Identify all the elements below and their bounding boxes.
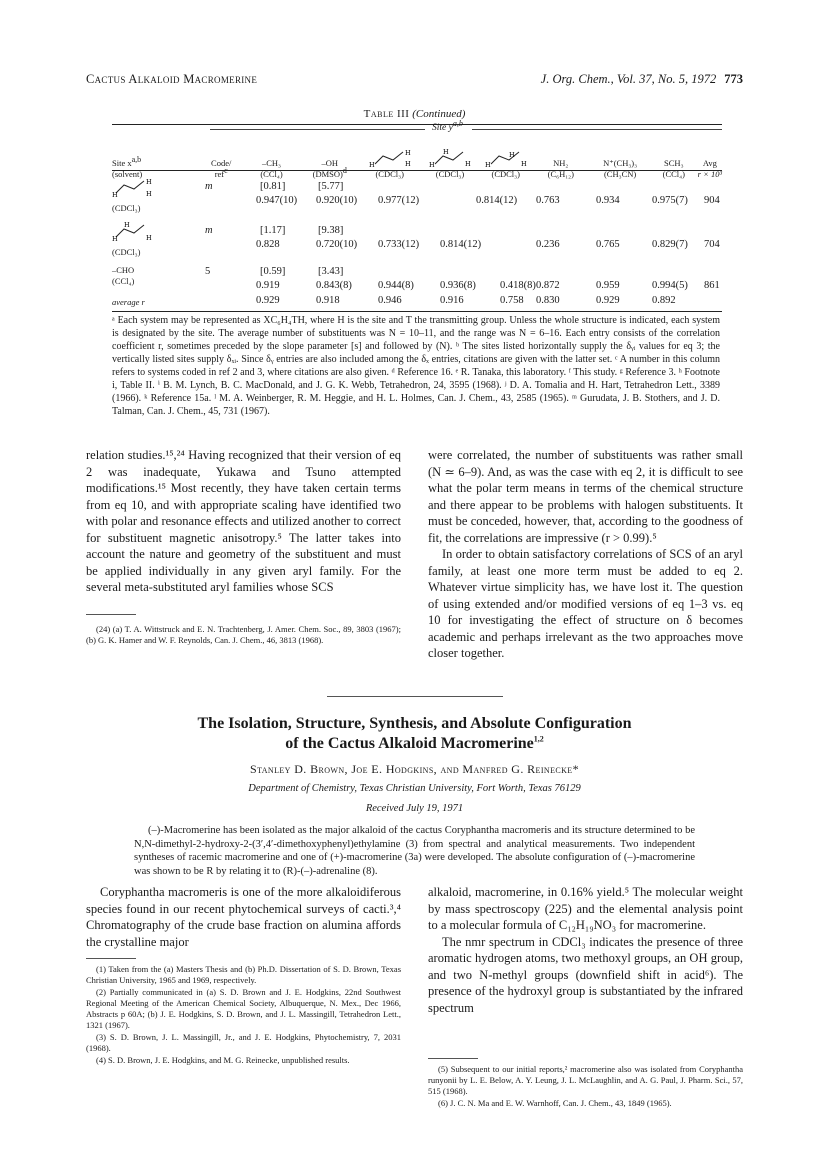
col-sch3-top: SCH₃ [664,158,684,168]
footnote-rule-bottom-right [428,1058,478,1059]
row-3-val-avg: 861 [704,280,720,291]
avg-ch3: 0.929 [256,295,280,306]
col-code [193,148,243,180]
h-label: H [508,151,515,159]
row-2-val-s2: 0.814(12) [440,239,482,250]
data-table [112,148,722,180]
col-ch3 [243,148,300,180]
footnote-rule-top-left [86,614,136,615]
h-label: H [429,161,435,168]
row-1-val-sch3: 0.975(7) [652,195,688,206]
row-1-val-s3: 0.814(12) [476,195,518,206]
col-struct-1-solvent: (CDCl₃) [375,169,404,179]
h-label: H [404,149,411,157]
body-bottom-left-text: Coryphantha macromeris is one of the more alkaloidiferous species found in our recent phytochemical surveys of cacti.³,⁴ Chromatography of the crude base fraction on alumina affords the crystalline major [86,885,401,949]
row-2-val-oh: 0.720(10) [316,239,358,250]
h-label: H [368,161,375,168]
row-3-val-oh: 0.843(8) [316,280,352,291]
col-oh-sup: d [342,166,347,176]
col-struct-1 [360,148,420,180]
h-label: H [520,160,527,168]
table-bottom-rule [112,311,722,312]
row-1-bracket-2: [5.77] [318,181,344,192]
col-struct-2 [420,148,480,180]
article-abstract [134,824,695,878]
col-oh-top: –OH [321,158,338,168]
row-1-bracket-1: [0.81] [260,181,286,192]
running-head [86,72,743,88]
span-rule-left [210,129,425,130]
avg-oh: 0.918 [316,295,340,306]
benzene-structure-icon [429,148,471,168]
body-bottom-right [428,884,743,1016]
row-1-solvent: (CDCl₃) [112,203,141,213]
body-bottom-right-p1: alkaloid, macromerine, in 0.16% yield.⁵ The molecular weight by mass spectroscopy (225) and the elemental analysis point to a molecular formula of C₁₂H₁₉NO₃ for macromerine. [428,885,743,932]
row-2-bracket-1: [1.17] [260,225,286,236]
row-3-val-s1: 0.944(8) [378,280,414,291]
row-2-solvent: (CDCl₃) [112,247,141,257]
h-label: H [112,235,118,242]
col-nh2-bottom: (C₆H₁₂) [547,169,574,179]
col-sch3 [650,148,698,180]
row-1-val-avg: 904 [704,195,720,206]
col-oh-solvent: (DMSO) [312,169,343,179]
col-ch3-top: –CH₃ [262,158,282,168]
row-1-val-s1: 0.977(12) [378,195,420,206]
col-code-sup: c [224,166,228,176]
footnote-1: (1) Taken from the (a) Masters Thesis and (b) Ph.D. Dissertation of S. D. Brown, Texas Christian University, 1965 and 1969, respectively. [86,964,401,985]
avg-row-label: average r [112,297,145,307]
col-site-top [112,155,193,169]
h-label: H [124,221,130,229]
site-y-span [210,118,722,135]
article-title-sup: 1,2 [533,734,544,744]
benzene-structure-icon [485,148,527,168]
row-3-bracket-1: [0.59] [260,266,286,277]
table-header-row [112,148,722,180]
footnotes-bottom-right [428,1064,743,1110]
table-footnotes: ᵃ Each system may be represented as XC₆H₄TH, where H is the site and T the transmitting group. Unless the whole structure is indicated, each system is designated by the site. The average number of substituents was N = 10–11, and the range was N = 6–16. Each entry consists of the correlation coefficient r, sometimes preceded by the slope parameter [s] and followed by (N). ᵇ The sites listed horizontally supply the δᵧᵢ values for eq 3; the vertically listed sites supply δₓᵢ. Since δᵧ entries are also included among the δₓ entries, citations are given with the latter set. ᶜ A number in this column refers to systems coded in ref 2 and 3, where citations are also given. ᵈ Reference 16. ᵉ R. Tanaka, this laboratory. ᶠ This study. ᵍ Reference 3. ʰ Footnote i, Table II. ⁱ B. M. Lynch, B. C. MacDonald, and J. G. K. Webb, Tetrahedron, 24, 3595 (1968). ʲ D. A. Tomalia and H. Hart, Tetrahedron Lett., 3389 (1966). ᵏ Reference 15a. ˡ M. A. Weinberger, R. M. Heggie, and H. L. Holmes, Can. J. Chem., 43, 2585 (1965). ᵐ Gurudata, J. B. Stothers, and J. D. Talman, Can. J. Chem., 45, 731 (1967). [112,315,720,417]
h-label: H [146,234,152,242]
site-y-sup: a,b [452,118,463,128]
article-authors: Stanley D. Brown, Joe E. Hodgkins, and Manfred G. Reinecke* [250,762,579,776]
row-1-val-nme3: 0.934 [596,195,620,206]
row-3-val-sch3: 0.994(5) [652,280,688,291]
article-title-line1: The Isolation, Structure, Synthesis, and Absolute Configuration [197,715,632,732]
table-header-rule [112,170,722,171]
body-top-right-p2: In order to obtain satisfactory correlations of SCS of an aryl family, at least one more term must be added to eq 2. Whatever virtue simplicity has, we have lost it. The question of using extended and/or modified versions of eq 1–3 vs. eq 10 for investigating the effect of structure on δ becomes academic and perhaps irrelevant as the two approaches move closer together. [428,547,743,660]
row-2-bracket-2: [9.38] [318,225,344,236]
site-x-text: Site x [112,158,132,168]
footnote-24-text: (24) (a) T. A. Wittstruck and E. N. Trachtenberg, J. Amer. Chem. Soc., 89, 3803 (1967); (b) G. K. Hamer and W. F. Reynolds, Can. J. Chem., 46, 3813 (1968). [86,624,401,645]
avg-s2: 0.916 [440,295,464,306]
footnote-2: (2) Partially communicated in (a) S. D. Brown and J. E. Hodgkins, 22nd Southwest Regional Meeting of the American Chemical Society, Albuquerque, N. Mex., Dec 1966, Abstracts p 60A; (b) J. E. Hodgkins, S. D. Brown, and J. L. Massingill, Tetrahedron Lett., 1321 (1967). [86,987,401,1030]
table-continued: (Continued) [412,108,466,120]
article-title-line2-wrap [100,734,729,754]
article-abstract-text: (–)-Macromerine has been isolated as the major alkaloid of the cactus Coryphantha macromeris and its structure determined to be N,N-dimethyl-2-hydroxy-2-(3′,4′-dimethoxyphenyl)ethylamine (3) from spectral and analytical measurements. Two independent syntheses of racemic macromerine and one of (+)-macromerine (3a) were developed. The absolute configuration of (–)-macromerine was shown to be R by relating it to (R)-(–)-adrenaline (8). [134,825,695,877]
col-avg-bottom: r × 10³ [697,169,722,179]
body-bottom-left [86,884,401,950]
col-sch3-bottom: (CCl₄) [662,169,685,179]
running-head-journal [541,72,743,87]
avg-s1: 0.946 [378,295,402,306]
row-2-val-nme3: 0.765 [596,239,620,250]
col-struct-2-solvent: (CDCl₃) [435,169,465,179]
col-nh2 [531,148,590,180]
body-top-right [428,447,743,662]
col-nh2-top: NH₂ [553,158,569,168]
table-label: Table III [363,108,410,120]
footnote-24 [86,624,401,647]
avg-sch3: 0.892 [652,295,676,306]
benzene-structure-icon [369,148,411,168]
running-head-title: Cactus Alkaloid Macromerine [86,72,258,86]
col-nme3-top: N⁺(CH₃)₃ [603,158,638,168]
body-top-left [86,447,401,596]
avg-nme3: 0.929 [596,295,620,306]
benzene-structure-icon [112,220,152,242]
row-3-code: 5 [205,266,211,277]
row-3-val-nme3: 0.959 [596,280,620,291]
table-caption [0,108,829,120]
avg-nh2: 0.830 [536,295,560,306]
row-1-site [112,176,152,214]
row-3-val-ch3: 0.919 [256,280,280,291]
span-rule-right [472,129,722,130]
footnote-4: (4) S. D. Brown, J. E. Hodgkins, and M. G. Reinecke, unpublished results. [96,1055,350,1065]
h-label: H [443,148,449,156]
col-struct-3 [480,148,531,180]
footnote-3: (3) S. D. Brown, J. L. Massingill, Jr., and J. E. Hodgkins, Phytochemistry, 7, 2031 (1968). [86,1032,401,1053]
row-2-val-nh2: 0.236 [536,239,560,250]
row-2-val-avg: 704 [704,239,720,250]
row-2-site [112,220,152,258]
h-label: H [146,178,152,186]
site-y-label [432,118,463,133]
article-separator [327,696,503,697]
col-struct-3-solvent: (CDCl₃) [491,169,520,179]
row-1-code: m [205,181,213,192]
row-3-site-label: –CHO [112,265,135,275]
article-received: Received July 19, 1971 [365,803,464,814]
h-label: H [404,160,411,168]
col-code-ref: ref [214,169,225,179]
benzene-structure-icon [112,176,152,198]
row-2-code: m [205,225,213,236]
row-2-val-s1: 0.733(12) [378,239,420,250]
row-3-val-s2: 0.936(8) [440,280,476,291]
footnotes-bottom-left [86,964,401,1067]
journal-citation: J. Org. Chem., Vol. 37, No. 5, 1972 [540,72,717,86]
h-label: H [484,161,491,168]
row-3-val-nh2: 0.872 [536,280,560,291]
page-number: 773 [724,72,743,86]
col-nme3-bottom: (CH₃CN) [603,169,637,179]
body-bottom-right-p2: The nmr spectrum in CDCl₃ indicates the presence of three aromatic hydrogen atoms, two methoxyl groups, an OH group, and two N-methyl groups (downfield shift in acid⁶). The presence of the hydroxyl group is substantiated by the infrared spectrum [428,934,743,1015]
footnote-6: (6) J. C. N. Ma and E. W. Warnhoff, Can. J. Chem., 43, 1849 (1965). [438,1098,672,1108]
col-code-top: Code/ [211,158,232,168]
row-3-val-s3: 0.418(8) [500,280,536,291]
row-3-solvent: (CCl₄) [112,276,135,286]
site-y-text: Site y [432,123,453,133]
col-site-bottom: (solvent) [112,169,143,179]
row-2-val-ch3: 0.828 [256,239,280,250]
col-ch3-bottom: (CCl₄) [260,169,283,179]
body-top-left-text: relation studies.¹⁵,²⁴ Having recognized that their version of eq 2 was inadequate, Yukawa and Tsuno attempted modifications.¹⁵ Most recently, they have taken certain terms from eq 10, and with appropriate scaling have identified two with polar and resonance effects and utilized another to correct for substituent magnetic anisotropy.⁵ The latter takes into account the nature and geometry of the substituent and must be applied individually in any given aryl family. For the several meta-substituted aryl families whose SCS [86,448,401,594]
avg-s3: 0.758 [500,295,524,306]
body-top-right-p1: were correlated, the number of substituents was rather small (N ≃ 6–9). And, as was the case with eq 2, it is difficult to see what the polar term means in terms of the chemical structure and there appear to be problems with halogen substituents. It must be conceded, however, that, according to the goodness of fit, the correlations are impressive (r > 0.99).⁵ [428,448,743,545]
h-label: H [146,190,152,198]
row-3-site [112,265,134,287]
row-2-val-sch3: 0.829(7) [652,239,688,250]
article-affiliation: Department of Chemistry, Texas Christian University, Fort Worth, Texas 76129 [248,783,581,794]
article-title [100,714,729,754]
footnote-rule-bottom-left [86,958,136,959]
h-label: H [465,160,471,168]
article-title-line2: of the Cactus Alkaloid Macromerine [285,735,534,752]
footnote-5: (5) Subsequent to our initial reports,² macromerine also was isolated from Coryphantha runyonii by L. E. Below, A. Y. Leung, J. L. McLaughlin, and A. G. Paul, J. Pharm. Sci., 57, 515 (1968). [428,1064,743,1096]
site-x-sup: a,b [131,155,142,165]
col-avg [698,148,722,180]
col-nme3 [590,148,650,180]
row-3-bracket-2: [3.43] [318,266,344,277]
col-avg-top: Avg [702,158,717,168]
row-1-val-ch3: 0.947(10) [256,195,298,206]
h-label: H [112,191,118,198]
row-1-val-oh: 0.920(10) [316,195,358,206]
row-1-val-nh2: 0.763 [536,195,560,206]
col-oh [300,148,360,180]
